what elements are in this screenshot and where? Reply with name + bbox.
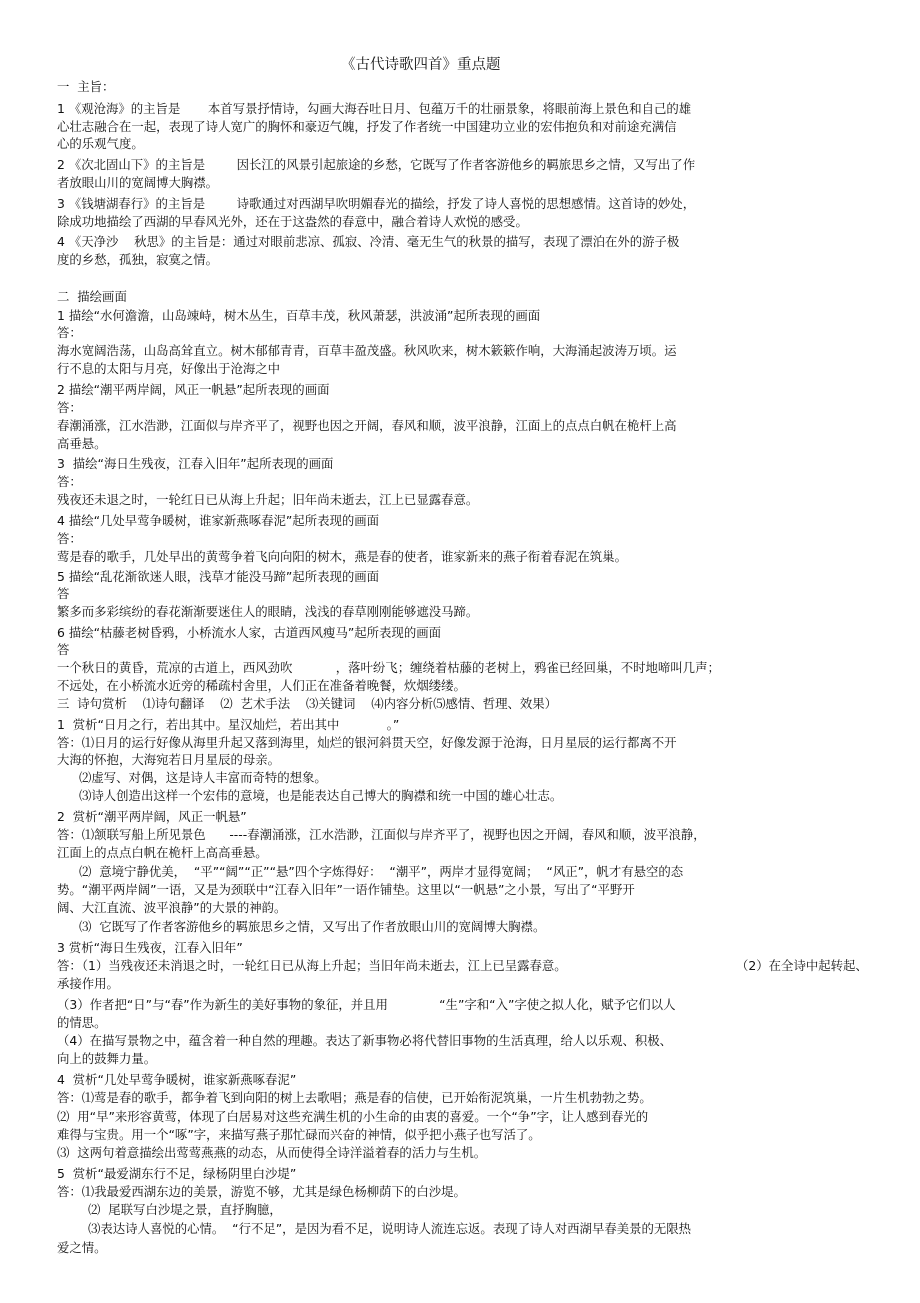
text-line: 不远处，在小桥流水近旁的稀疏村舍里，人们正在准备着晚餐，炊烟缕缕。 — [57, 678, 466, 693]
document-title: 《古代诗歌四首》重点题 — [341, 57, 501, 73]
text-line: 答： — [57, 400, 82, 415]
text-line: 阔、大江直流、波平浪静”的大景的神韵。 — [57, 900, 287, 915]
text-line: 答：⑴颔联写船上所见景色 ----春潮涌涨，江水浩渺，江面似与岸齐平了，视野也因之开阔，春风和顺，波平浪静， — [57, 827, 706, 842]
text-line: ⑵ 用“早”来形容黄莺，体现了白居易对这些充满生机的小生命的由衷的喜爱。一个“争”字，让人感到春光的 — [57, 1109, 649, 1124]
text-line: 答： — [57, 531, 82, 546]
text-line: 除成功地描绘了西湖的早春风光外，还在于这盎然的春意中，融合着诗人欢悦的感受。 — [57, 214, 528, 229]
text-line: ⑶诗人创造出这样一个宏伟的意境，也是能表达自己博大的胸襟和统一中国的雄心壮志。 — [79, 788, 563, 803]
text-line: 繁多而多彩缤纷的春花渐渐要迷住人的眼睛，浅浅的春草刚刚能够遮没马蹄。 — [57, 604, 479, 619]
text-line: ⑶ 这两句着意描绘出莺莺燕燕的动态，从而使得全诗洋溢着春的活力与生机。 — [57, 1145, 487, 1160]
text-line: 势。“潮平两岸阔”一语，又是为颈联中“江春入旧年”一语作铺垫。这里以“一帆悬”之小景，写出了“平野开 — [57, 882, 635, 897]
text-line: 莺是春的歌手，几处早出的黄莺争着飞向向阳的树木，燕是春的使者，谁家新来的燕子衔着春泥在筑巢。 — [57, 549, 627, 564]
text-line: 行不息的太阳与月亮，好像出于沧海之中 — [57, 361, 281, 376]
text-line: ⑶ 它既写了作者客游他乡的羁旅思乡之情，又写出了作者放眼山川的宽阔博大胸襟。 — [79, 919, 546, 934]
text-line: （4）在描写景物之中，蕴含着一种自然的理趣。表达了新事物必将代替旧事物的生活真理，给人以乐观、积极、 — [57, 1033, 673, 1048]
text-line: （2）在全诗中起转起、 — [736, 958, 868, 973]
text-line: 2 描绘“潮平两岸阔，风正一帆悬”起所表现的画面 — [57, 382, 330, 397]
text-line: 6 描绘“枯藤老树昏鸦，小桥流水人家，古道西风瘦马”起所表现的画面 — [57, 625, 441, 640]
text-line: 高垂悬。 — [57, 436, 107, 451]
text-line: （3）作者把“日”与“春”作为新生的美好事物的象征，并且用 “生”字和“入”字使之拟人化，赋予它们以人 — [57, 997, 676, 1012]
text-line: 向上的鼓舞力量。 — [57, 1051, 157, 1066]
text-line: 2 赏析“潮平两岸阔，风正一帆悬” — [57, 809, 247, 824]
text-line: 4 《天净沙 秋思》的主旨是：通过对眼前悲凉、孤寂、冷清、毫无生气的秋景的描写，表现了漂泊在外的游子极 — [57, 234, 680, 249]
text-line: 爱之情。 — [57, 1240, 107, 1255]
text-line: 3 描绘“海日生残夜，江春入旧年”起所表现的画面 — [57, 456, 334, 471]
text-line: 三 诗句赏析 ⑴诗句翻译 ⑵ 艺术手法 ⑶关键词 ⑷内容分析⑸感情、哲理、效果） — [57, 696, 558, 711]
text-line: 5 描绘“乱花渐欲迷人眼，浅草才能没马蹄”起所表现的画面 — [57, 569, 380, 584]
text-line: 海水宽阔浩荡，山岛高耸直立。树木郁郁青青，百草丰盈茂盛。秋风吹来，树木簌簌作响，大海涌起波涛万顷。运 — [57, 343, 677, 358]
text-line: 二 描绘画面 — [57, 289, 127, 304]
text-line: 4 描绘“几处早莺争暖树，谁家新燕啄春泥”起所表现的画面 — [57, 513, 380, 528]
text-line: 心壮志融合在一起，表现了诗人宽广的胸怀和豪迈气魄，抒发了作者统一中国建功立业的宏伟抱负和对前途充满信 — [57, 119, 677, 134]
text-line: 1 《观沧海》的主旨是 本首写景抒情诗，勾画大海吞吐日月、包蕴万千的壮丽景象，将眼前海上景色和自己的雄 — [57, 101, 692, 116]
text-line: 答： — [57, 325, 82, 340]
text-line: 答：⑴我最爱西湖东边的美景，游览不够，尤其是绿色杨柳荫下的白沙堤。 — [57, 1184, 466, 1199]
text-line: 一 主旨： — [57, 79, 115, 94]
text-line: 4 赏析“几处早莺争暖树，谁家新燕啄春泥” — [57, 1072, 297, 1087]
text-line: ⑶表达诗人喜悦的心情。 “行不足”，是因为看不足，说明诗人流连忘返。表现了诗人对西湖早春美景的无限热 — [88, 1221, 692, 1236]
text-line: 2 《次北固山下》的主旨是 因长江的风景引起旅途的乡愁，它既写了作者客游他乡的羁旅思乡之情，又写出了作 — [57, 157, 696, 172]
text-line: 大海的怀抱，大海宛若日月星辰的母亲。 — [57, 752, 281, 767]
text-line: 答 — [57, 642, 70, 657]
text-line: 者放眼山川的宽阔博大胸襟。 — [57, 175, 219, 190]
text-line: 答：⑴莺是春的歌手，都争着飞到向阳的树上去歌唱；燕是春的信使，已开始衔泥筑巢，一片生机勃勃之势。 — [57, 1090, 652, 1105]
text-line: 答：（1）当残夜还未消退之时，一轮红日已从海上升起；当旧年尚未逝去，江上已呈露春意。 — [57, 958, 567, 973]
text-line: 江面上的点点白帆在桅杆上高高垂悬。 — [57, 845, 268, 860]
text-line: 春潮涌涨，江水浩渺，江面似与岸齐平了，视野也因之开阔，春风和顺，波平浪静，江面上的点点白帆在桅杆上高 — [57, 418, 677, 433]
text-line: 度的乡愁，孤独，寂寞之情。 — [57, 252, 219, 267]
text-line: 承接作用。 — [57, 976, 119, 991]
text-line: 心的乐观气度。 — [57, 136, 144, 151]
text-line: 难得与宝贵。用一个“啄”字，来描写燕子那忙碌而兴奋的神情，似乎把小燕子也写活了。 — [57, 1127, 541, 1142]
text-line: 答 — [57, 586, 70, 601]
text-line: 1 赏析“日月之行，若出其中。星汉灿烂，若出其中 。” — [57, 717, 400, 732]
text-line: 答：⑴日月的运行好像从海里升起又落到海里，灿烂的银河斜贯天空，好像发源于沧海，日月星辰的运行都离不开 — [57, 735, 677, 750]
text-line: 答： — [57, 474, 82, 489]
text-line: 的情思。 — [57, 1015, 107, 1030]
text-line: 3 赏析“海日生残夜，江春入旧年” — [57, 940, 243, 955]
text-line: 残夜还未退之时，一轮红日已从海上升起；旧年尚未逝去，江上已显露春意。 — [57, 492, 479, 507]
text-line: 3 《钱塘湖春行》的主旨是 诗歌通过对西湖早吹明媚春光的描绘，抒发了诗人喜悦的思想感情。这首诗的妙处， — [57, 196, 696, 211]
text-line: 5 赏析“最爱湖东行不足，绿杨阴里白沙堤” — [57, 1166, 297, 1181]
text-line: ⑵ 尾联写白沙堤之景，直抒胸臆， — [88, 1202, 282, 1217]
text-line: ⑵虚写、对偶，这是诗人丰富而奇特的想象。 — [79, 770, 327, 785]
text-line: 1 描绘“水何澹澹，山岛竦峙，树木丛生，百草丰茂，秋风萧瑟，洪波涌”起所表现的画面 — [57, 308, 541, 323]
text-line: ⑵ 意境宁静优美， “平”“阔”“正”“悬”四个字炼得好： “潮平”，两岸才显得宽阔； “风正”，帆才有悬空的态 — [79, 864, 684, 879]
text-line: 一个秋日的黄昏，荒凉的古道上，西风劲吹 ，落叶纷飞；缠绕着枯藤的老树上，鸦雀已经回巢，不时地啼叫几声； — [57, 660, 720, 675]
